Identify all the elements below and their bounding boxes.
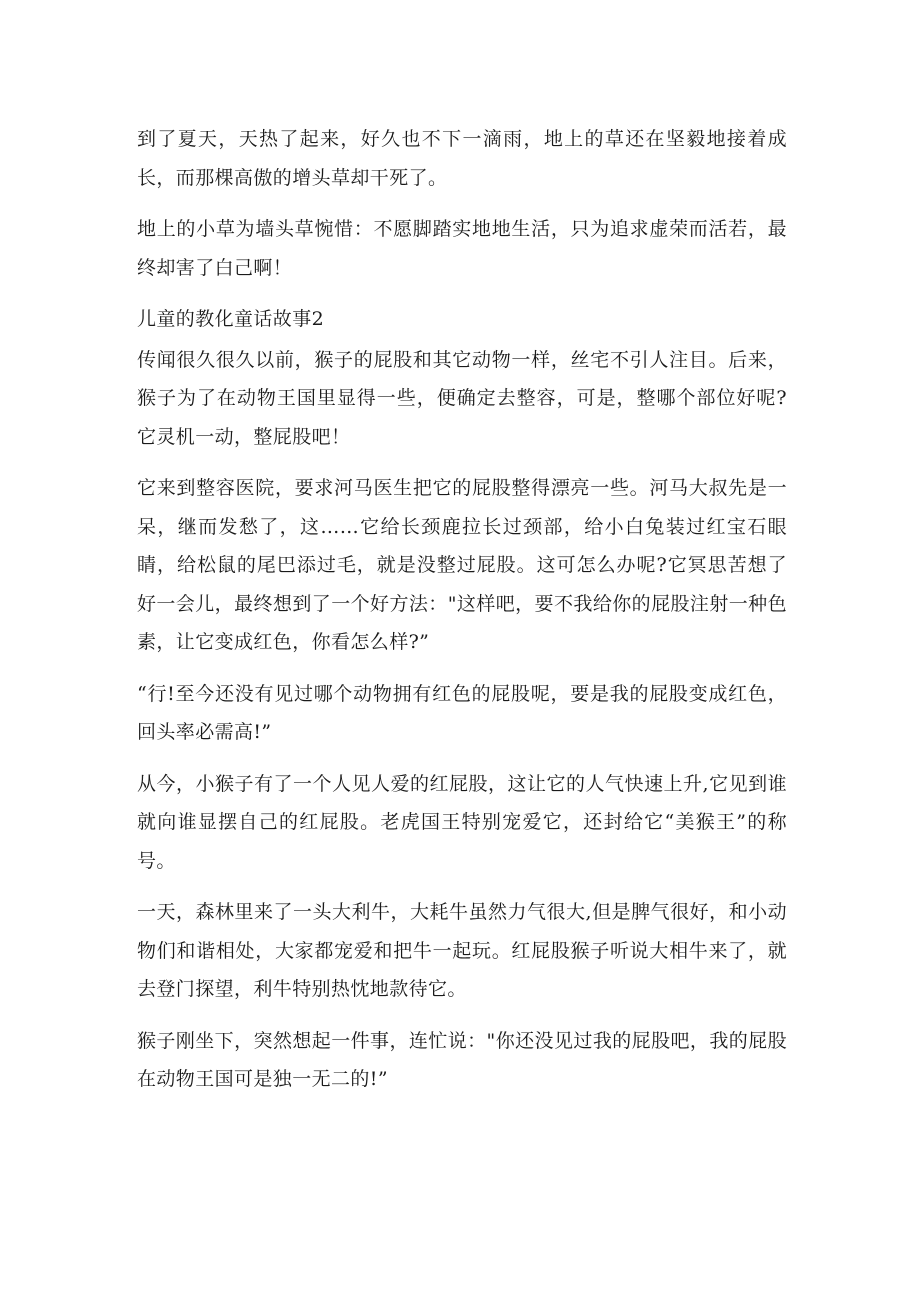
section-title: 儿童的教化童话故事2: [137, 308, 325, 330]
paragraph: 传闻很久很久以前，猴子的屁股和其它动物一样，丝宅不引人注目。后来，猴子为了在动物王国里显得一些，便确定去整容，可是，整哪个部位好呢?它灵机一动，整屁股吧！: [137, 348, 787, 448]
paragraph: 从今，小猴子有了一个人见人爱的红屁股，这让它的人气快速上升,它见到谁就向谁显摆自己的红屁股。老虎国王特别宠爱它，还封给它“美猴王”的称号。: [137, 772, 787, 872]
paragraph: 猴子刚坐下，突然想起一件事，连忙说："你还没见过我的屁股吧，我的屁股在动物王国可是独一无二的!”: [137, 1029, 787, 1090]
paragraph: 地上的小草为墙头草惋惜：不愿脚踏实地地生活，只为追求虚荣而活若，最终却害了白己啊！: [137, 218, 787, 279]
paragraph: 它来到整容医院，要求河马医生把它的屁股整得漂亮一些。河马大叔先是一呆，继而发愁了，这……它给长颈鹿拉长过颈部，给小白兔装过红宝石眼睛，给松鼠的尾巴添过毛，就是没整过屁股。这可怎么办呢?它冥思苦想了好一会儿，最终想到了一个好方法："这样吧，要不我给你的屁股注射一种色素，让它变成红色，你看怎么样?”: [137, 477, 787, 653]
paragraph: “行!至今还没有见过哪个动物拥有红色的屁股呢，要是我的屁股变成红色，回头率必需高!”: [137, 682, 787, 743]
paragraph: 到了夏天，天热了起来，好久也不下一滴雨，地上的草还在坚毅地接着成长，而那棵高傲的增头草却干死了。: [137, 128, 787, 189]
paragraph: 一天，森林里来了一头大利牛，大耗牛虽然力气很大,但是脾气很好，和小动物们和谐相处，大家都宠爱和把牛一起玩。红屁股猴子听说大相牛来了，就去登门探望，利牛特别热忱地款待它。: [137, 901, 787, 1000]
document-body: [137, 120, 787, 1112]
